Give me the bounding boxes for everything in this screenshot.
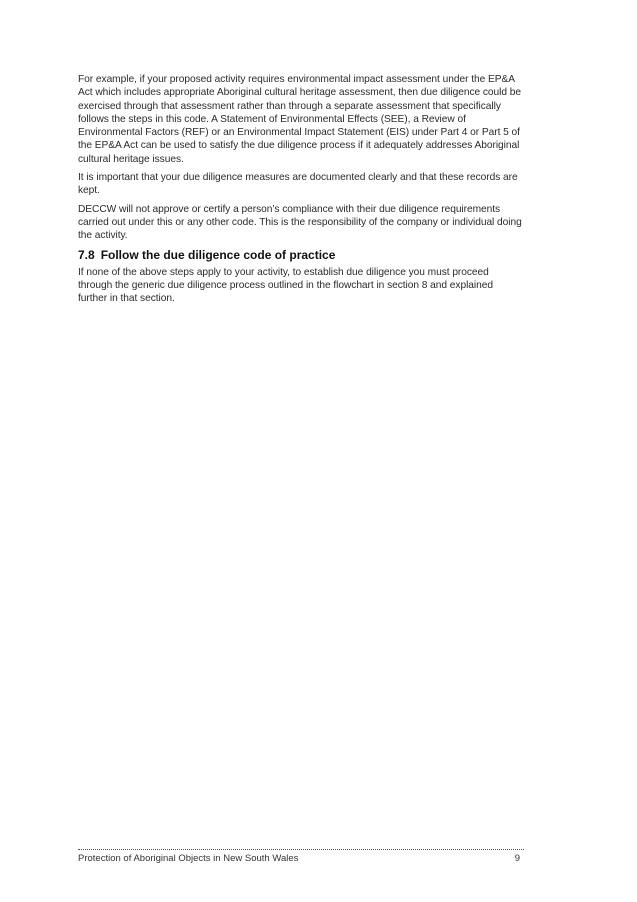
page-number: 9 [514, 853, 520, 864]
page-footer [78, 849, 524, 865]
paragraph-records: It is important that your due diligence measures are documented clearly and that these records are kept. [78, 172, 518, 197]
section-heading [78, 248, 524, 263]
paragraph-deccw: DECCW will not approve or certify a person’s compliance with their due diligence requirements carried out under this or any other code. This is the responsibility of the company or individual doing the activity. [78, 203, 522, 242]
footer-title: Protection of Aboriginal Objects in New South Wales [78, 853, 299, 864]
section-number: 7.8 [78, 247, 95, 262]
page-body [78, 73, 524, 310]
section-title: Follow the due diligence code of practice [100, 247, 336, 262]
paragraph-eia: For example, if your proposed activity requires environmental impact assessment under the EP&A Act which includes appropriate Aboriginal cultural heritage assessment, then due diligence could be exercised through that assessment rather than through a separate assessment that specifically follows the steps in this code. A Statement of Environmental Effects (SEE), a Review of Environmental Factors (REF) or an Environmental Impact Statement (EIS) under Part 4 or Part 5 of the EP&A Act can be used to satisfy the due diligence process if it adequately addresses Aboriginal cultural heritage issues. [78, 74, 522, 165]
paragraph-follow-code: If none of the above steps apply to your activity, to establish due diligence you must proceed through the generic due diligence process outlined in the flowchart in section 8 and explained further in that section. [78, 266, 493, 305]
